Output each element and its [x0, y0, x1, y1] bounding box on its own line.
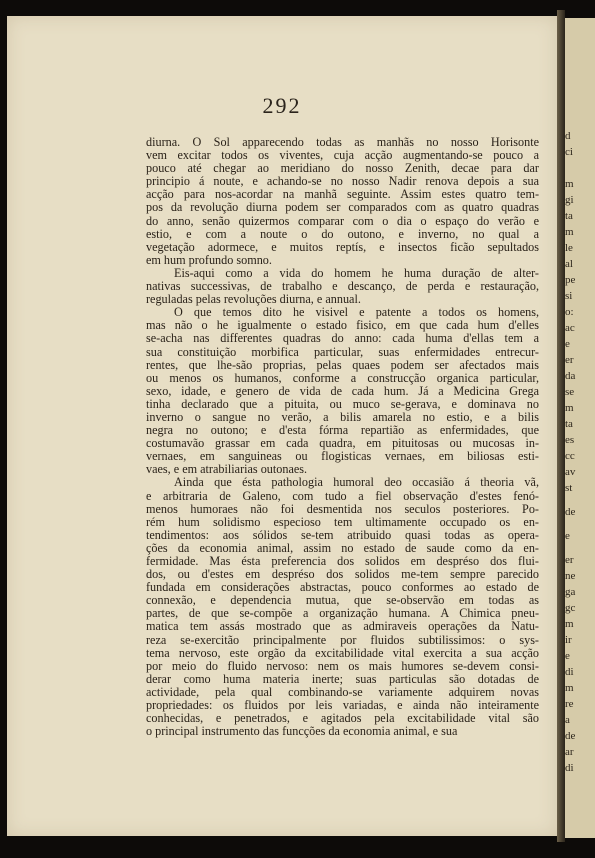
text-line: do anno, senão quizermos comparar com o dia o espaço do verão e [146, 214, 539, 228]
text-line: inverno o sangue no verão, a bilis amarela no estio, e a bilis [146, 410, 539, 424]
text-line: diurna. O Sol apparecendo todas as manhãs no nosso Horisonte [146, 136, 539, 149]
page-body-text [146, 136, 539, 738]
text-line: costumavão grassar em cada quadra, em pituitosas ou mucosas in- [146, 437, 539, 451]
facing-page-fragment: al [565, 258, 573, 270]
book-page [7, 16, 557, 836]
text-line: reza se-exercitão principalmente por fluidos subtilissimos: o sys- [146, 633, 539, 647]
text-line: menos humoraes não foi desmentida nos seculos posteriores. Po- [146, 502, 539, 516]
text-line: vem excitar todos os viventes, cuja acção augmentando-se pouco a [146, 149, 539, 163]
facing-page-fragment: ga [565, 586, 576, 598]
facing-page-fragment: cc [565, 450, 575, 462]
text-line: sexo, idade, e genero de vida de cada hum. Já a Medicina Grega [146, 384, 539, 398]
text-line: matica tem assás mostrado que as admiraveis operações da Natu- [146, 620, 539, 634]
text-line: fundada em considerações abstractas, pouco conformes ao estado de [146, 581, 539, 595]
facing-page-fragment: ci [565, 146, 573, 158]
facing-page-fragment: di [565, 762, 574, 774]
facing-page-fragment: e [565, 338, 570, 350]
facing-page-fragment: e [565, 650, 570, 662]
text-line: vernaes, em sanguineas ou flogisticas vernaes, em biliosas esti- [146, 450, 539, 464]
text-line: o principal instrumento das funcções da economia animal, e sua [146, 725, 458, 739]
facing-page-fragment: m [565, 178, 574, 190]
text-line: actividade, pela qual combinando-se variamente adquirem novas [146, 685, 539, 699]
facing-page-fragment: e [565, 530, 570, 542]
text-line: se-acha nas differentes quadras do anno: cada huma d'ellas tem a [146, 332, 539, 346]
facing-page-fragment: si [565, 290, 573, 302]
facing-page-fragment: de [565, 730, 576, 742]
facing-page-fragment: o: [565, 306, 574, 318]
facing-page-fragment: es [565, 434, 575, 446]
text-line: Eis-aqui como a vida do homem he huma duração de alter- [174, 266, 539, 280]
text-line: vegetação adormece, e muitos reptís, e insectos ficão sepultados [146, 240, 539, 254]
text-line: e arbitraria de Galeno, com tudo a fiel observação d'estes fenó- [146, 489, 539, 503]
text-line: tema nervoso, este orgão da excitabilidade vital exercita a sua acção [146, 646, 539, 660]
facing-page-fragment: d [565, 130, 571, 142]
facing-page-fragment: di [565, 666, 574, 678]
text-line: vaes, e em atrabiliarias outonaes. [146, 463, 308, 477]
text-line: sua constituição morbifica particular, suas enfermidades entrecur- [146, 345, 539, 359]
text-line: principio á noute, e achando-se no nosso Nadir renova depois a sua [146, 175, 539, 189]
text-line: ou menos os humanos, conforme a construcção organica particular, [146, 371, 539, 385]
facing-page-fragment: ta [565, 418, 573, 430]
facing-page-fragment: er [565, 354, 574, 366]
text-line: nativas successivas, de trabalho e descanço, de perda e restauração, [146, 280, 539, 294]
text-line: derar como huma materia inerte; suas particulas são dotadas de [146, 672, 539, 686]
facing-page-fragment: ar [565, 746, 574, 758]
facing-page-edge [565, 18, 595, 838]
text-line: O que temos dito he visivel e patente a todos os homens, [174, 306, 539, 320]
facing-page-fragment: ta [565, 210, 573, 222]
text-line: reguladas pelas revoluções diurna, e annual. [146, 293, 361, 307]
facing-page-fragment: le [565, 242, 573, 254]
facing-page-fragment: a [565, 714, 570, 726]
book-gutter [557, 10, 565, 842]
facing-page-fragment: m [565, 226, 574, 238]
text-line: fermidade. Mas ésta preferencia dos solidos em despréso dos flui- [146, 555, 539, 568]
facing-page-fragment: ac [565, 322, 575, 334]
facing-page-fragment: ir [565, 634, 572, 646]
text-line: conhecidas, e penetrados, e agitados pela excitabilidade vital são [146, 712, 539, 726]
text-line: acção para nos-acordar na manhã seguinte. Assim estes quatro tem- [146, 188, 539, 202]
text-line: tinha declarado que a pituita, ou muco se-gerava, e dominava no [146, 397, 539, 411]
text-line: Ainda que ésta pathologia humoral deo occasião á theoria vã, [174, 476, 539, 490]
facing-page-fragment: ne [565, 570, 576, 582]
text-line: por meio do fluido nervoso: nem os mais humores se-devem consi- [146, 659, 539, 673]
text-line: mas não o he igualmente o estado fisico, em que cada hum d'elles [146, 319, 539, 333]
text-line: rentes, que lhe-são proprias, pelas quaes podem ser afectados mais [146, 358, 539, 372]
facing-page-fragment: re [565, 698, 574, 710]
facing-page-fragment: av [565, 466, 576, 478]
text-line: em hum profundo somno. [146, 253, 272, 267]
facing-page-fragment: m [565, 682, 574, 694]
facing-page-fragment: da [565, 370, 576, 382]
text-line: partes, de que se-compõe a organização humana. A Chimica pneu- [146, 607, 539, 621]
page-number: 292 [262, 93, 302, 118]
text-line: dos, ou d'estes em despréso dos solidos me-tem sempre parecido [146, 568, 539, 582]
facing-page-fragment: de [565, 506, 576, 518]
facing-page-fragment: m [565, 402, 574, 414]
text-line: ções da economia animal, assim no estado de saude como da en- [146, 541, 539, 555]
text-line: pos da revolução diurna podem ser comparados com as quatro quadras [146, 201, 539, 215]
facing-page-fragment: gi [565, 194, 574, 206]
facing-page-fragment: m [565, 618, 574, 630]
text-line: estio, e com a noute o do outono, e inverno, no qual a [146, 227, 539, 241]
text-line: connexão, e dependencia mutua, que se-observão em todas as [146, 594, 539, 608]
facing-page-fragment: se [565, 386, 575, 398]
text-line: rém hum solidismo especioso tem ultimamente occupado os en- [146, 515, 539, 529]
text-line: pouco até chegar ao meridiano do nosso Zenith, decae para dar [146, 162, 539, 176]
facing-page-fragment: er [565, 554, 574, 566]
facing-page-fragment: st [565, 482, 573, 494]
text-line: negra no outono; e d'esta fórma repartião as enfermidades, que [146, 424, 539, 438]
facing-page-fragment: gc [565, 602, 576, 614]
text-line: propriedades: os fluidos por leis variadas, e ainda não inteiramente [146, 699, 539, 713]
facing-page-fragment: pe [565, 274, 576, 286]
text-line: tendimentos: aos sólidos se-tem atribuido quasi todas as opera- [146, 528, 539, 542]
